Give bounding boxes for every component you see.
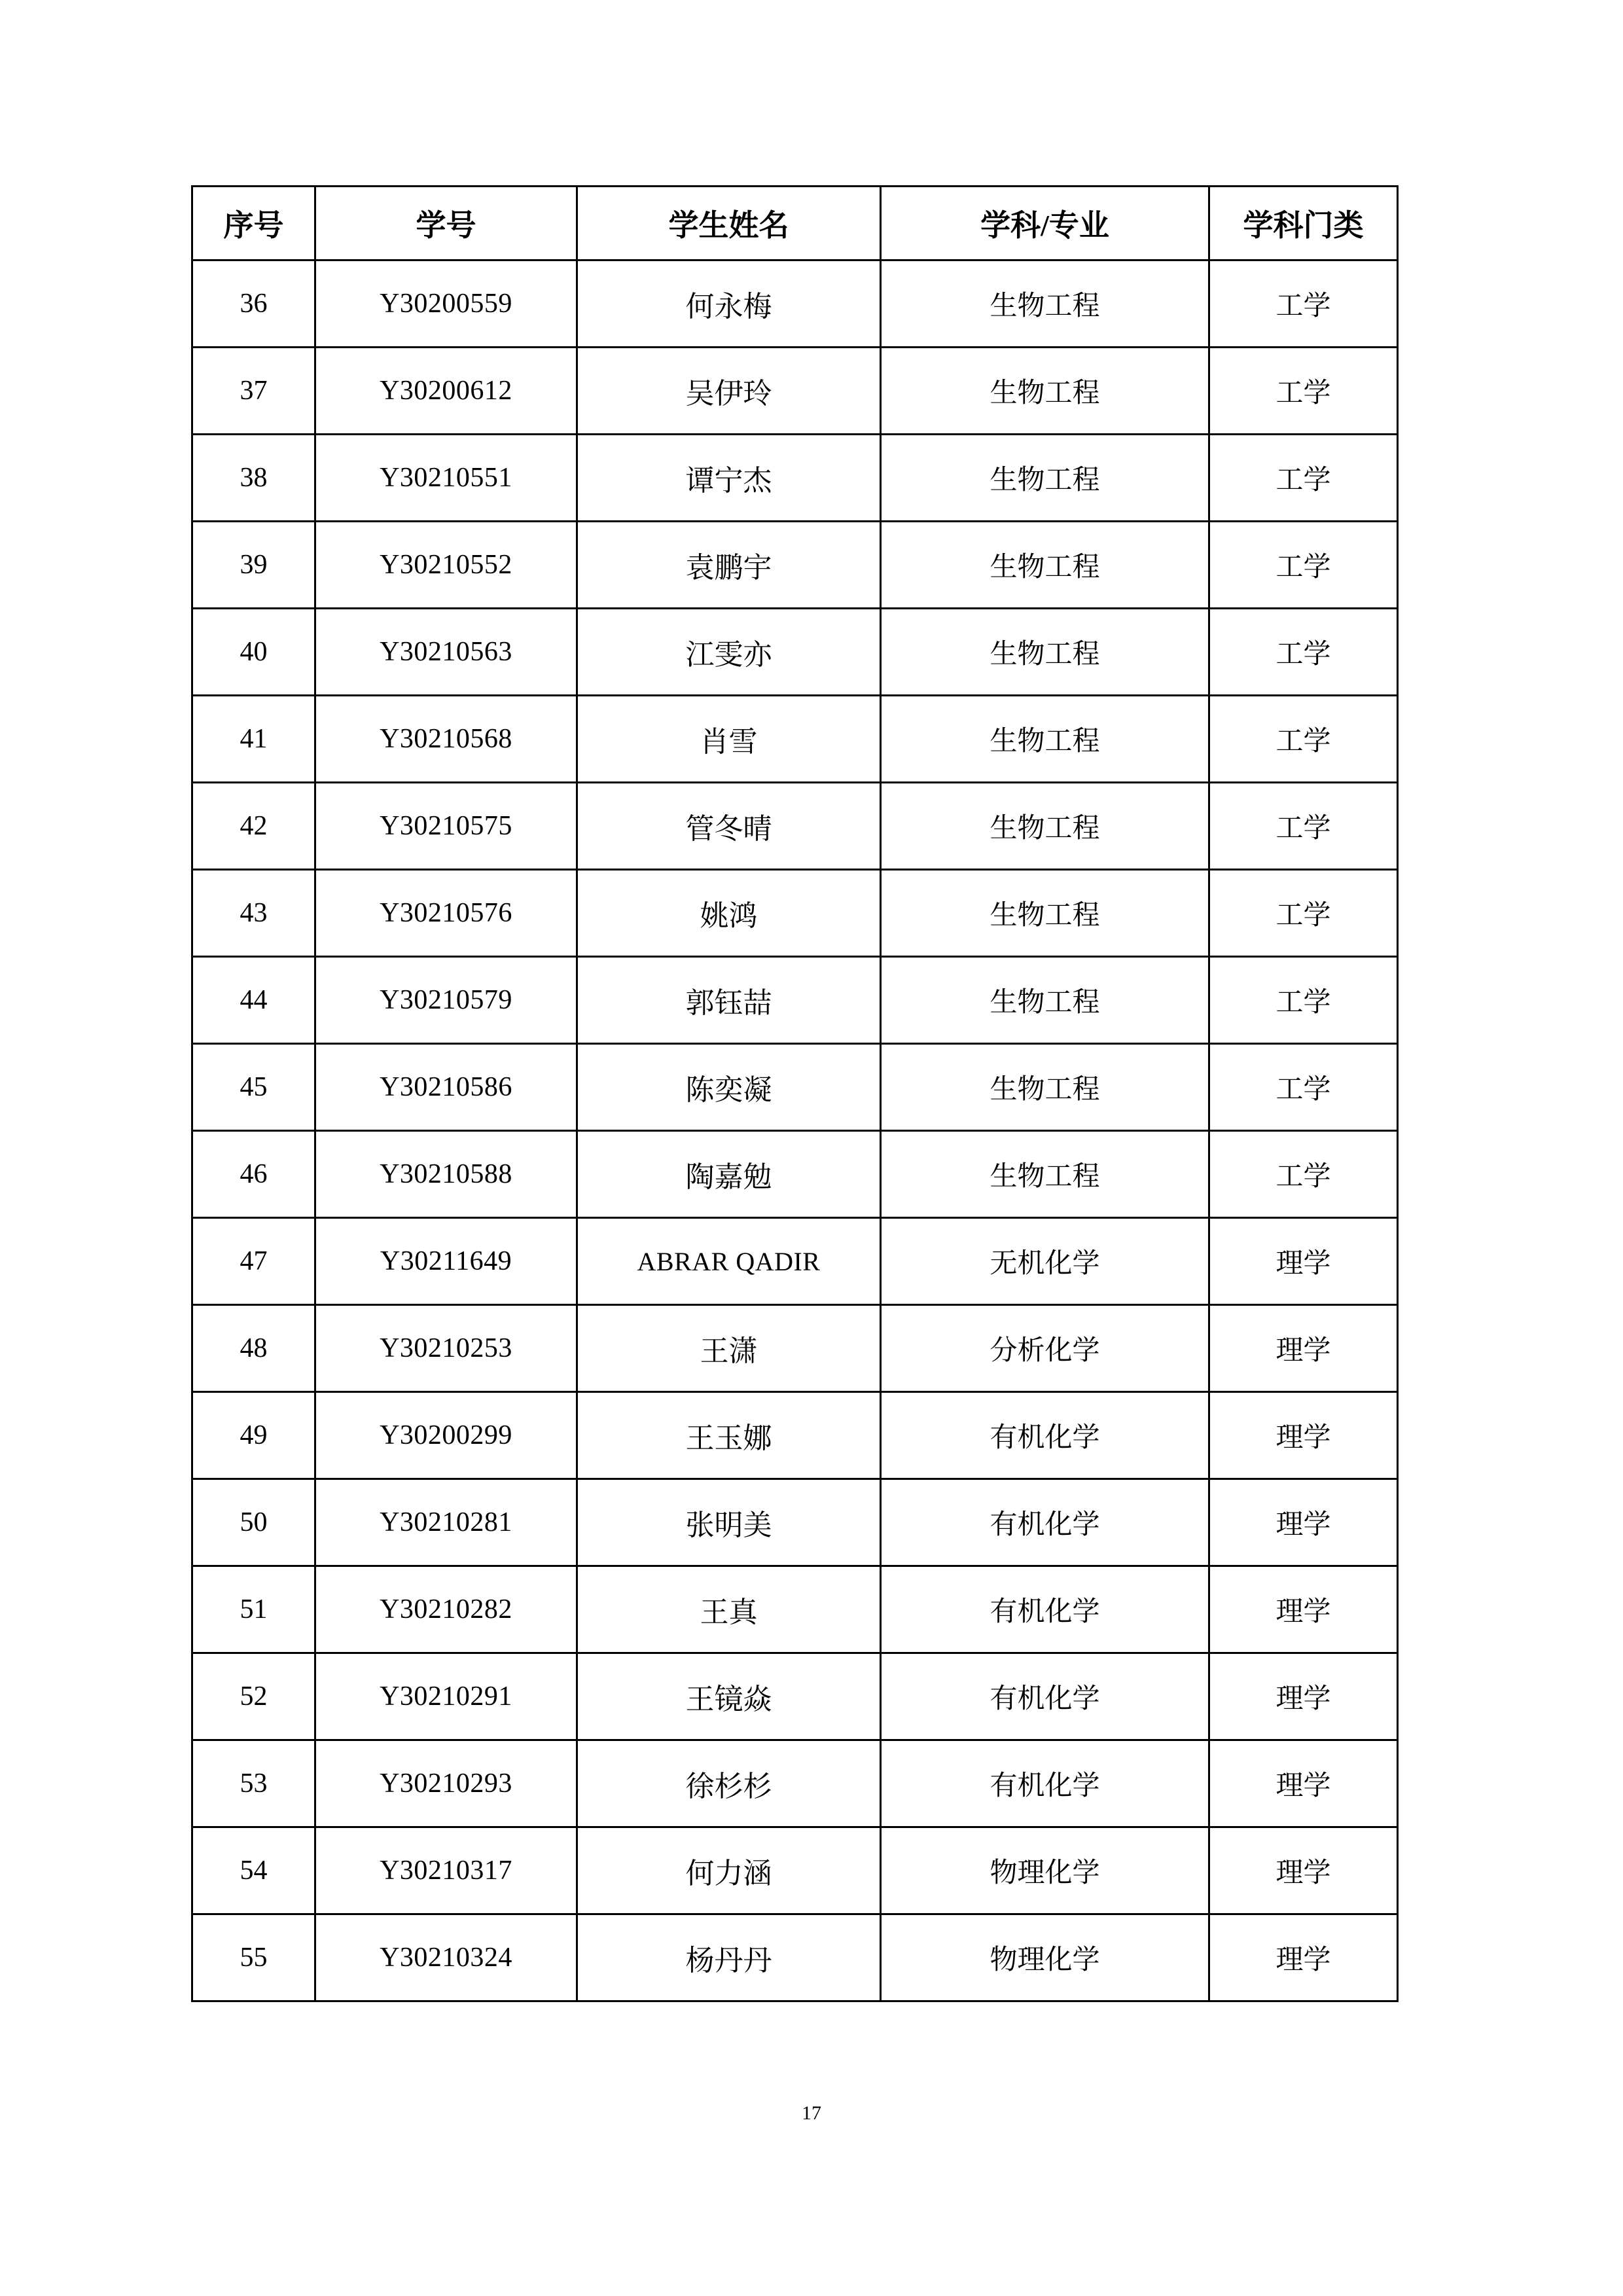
- cell-category: 理学: [1209, 1740, 1398, 1827]
- cell-student-name: 徐杉杉: [577, 1740, 881, 1827]
- cell-student-name: 杨丹丹: [577, 1914, 881, 2001]
- cell-student-name: 姚鸿: [577, 870, 881, 957]
- cell-student-name: 谭宁杰: [577, 435, 881, 522]
- cell-seq: 51: [192, 1566, 315, 1653]
- cell-seq: 47: [192, 1218, 315, 1305]
- column-header-major: 学科/专业: [881, 187, 1209, 260]
- cell-student-name: 何永梅: [577, 260, 881, 348]
- table-row: [192, 1566, 1398, 1653]
- cell-category: 工学: [1209, 1131, 1398, 1218]
- cell-seq: 37: [192, 348, 315, 435]
- cell-student-name: 肖雪: [577, 696, 881, 783]
- cell-major: 生物工程: [881, 435, 1209, 522]
- cell-student-id: Y30210579: [315, 957, 577, 1044]
- cell-student-name: 张明美: [577, 1479, 881, 1566]
- cell-student-id: Y30210586: [315, 1044, 577, 1131]
- cell-student-id: Y30210291: [315, 1653, 577, 1740]
- table-row: [192, 1044, 1398, 1131]
- cell-category: 理学: [1209, 1653, 1398, 1740]
- table-row: [192, 957, 1398, 1044]
- cell-seq: 40: [192, 609, 315, 696]
- cell-category: 理学: [1209, 1218, 1398, 1305]
- cell-major: 有机化学: [881, 1392, 1209, 1479]
- cell-major: 物理化学: [881, 1914, 1209, 2001]
- table-row: [192, 870, 1398, 957]
- table-row: [192, 1305, 1398, 1392]
- table-row: [192, 1392, 1398, 1479]
- table-header-row: [192, 187, 1398, 260]
- cell-student-id: Y30200612: [315, 348, 577, 435]
- page-number: 17: [802, 2102, 821, 2124]
- cell-major: 有机化学: [881, 1566, 1209, 1653]
- cell-student-name: 郭钰喆: [577, 957, 881, 1044]
- cell-seq: 46: [192, 1131, 315, 1218]
- table-row: [192, 609, 1398, 696]
- cell-student-id: Y30210253: [315, 1305, 577, 1392]
- cell-major: 物理化学: [881, 1827, 1209, 1914]
- student-roster-table: [191, 185, 1399, 2002]
- table-row: [192, 1653, 1398, 1740]
- cell-student-id: Y30210293: [315, 1740, 577, 1827]
- table-row: [192, 783, 1398, 870]
- cell-major: 生物工程: [881, 870, 1209, 957]
- cell-student-name: 陶嘉勉: [577, 1131, 881, 1218]
- cell-category: 工学: [1209, 1044, 1398, 1131]
- cell-seq: 39: [192, 522, 315, 609]
- cell-category: 工学: [1209, 522, 1398, 609]
- cell-seq: 55: [192, 1914, 315, 2001]
- cell-student-id: Y30210317: [315, 1827, 577, 1914]
- cell-student-name: 何力涵: [577, 1827, 881, 1914]
- cell-student-id: Y30210568: [315, 696, 577, 783]
- cell-category: 工学: [1209, 783, 1398, 870]
- cell-student-name: 王镜焱: [577, 1653, 881, 1740]
- cell-major: 生物工程: [881, 1044, 1209, 1131]
- table-row: [192, 260, 1398, 348]
- cell-major: 无机化学: [881, 1218, 1209, 1305]
- cell-seq: 52: [192, 1653, 315, 1740]
- cell-category: 理学: [1209, 1392, 1398, 1479]
- cell-major: 有机化学: [881, 1479, 1209, 1566]
- cell-category: 理学: [1209, 1305, 1398, 1392]
- cell-seq: 49: [192, 1392, 315, 1479]
- cell-major: 生物工程: [881, 957, 1209, 1044]
- cell-student-name: 王潇: [577, 1305, 881, 1392]
- cell-major: 生物工程: [881, 783, 1209, 870]
- cell-major: 生物工程: [881, 696, 1209, 783]
- cell-category: 工学: [1209, 696, 1398, 783]
- table-header: [192, 187, 1398, 260]
- table-row: [192, 1827, 1398, 1914]
- cell-seq: 54: [192, 1827, 315, 1914]
- cell-student-name: 袁鹏宇: [577, 522, 881, 609]
- cell-student-name: 王真: [577, 1566, 881, 1653]
- cell-major: 生物工程: [881, 522, 1209, 609]
- cell-student-id: Y30200299: [315, 1392, 577, 1479]
- cell-seq: 38: [192, 435, 315, 522]
- column-header-student-name: 学生姓名: [577, 187, 881, 260]
- cell-student-id: Y30210563: [315, 609, 577, 696]
- table-row: [192, 522, 1398, 609]
- cell-seq: 48: [192, 1305, 315, 1392]
- cell-student-id: Y30210552: [315, 522, 577, 609]
- table-row: [192, 696, 1398, 783]
- cell-major: 生物工程: [881, 609, 1209, 696]
- column-header-category: 学科门类: [1209, 187, 1398, 260]
- cell-seq: 44: [192, 957, 315, 1044]
- table-row: [192, 1479, 1398, 1566]
- cell-student-name: 陈奕凝: [577, 1044, 881, 1131]
- cell-student-id: Y30200559: [315, 260, 577, 348]
- cell-student-name: 吴伊玲: [577, 348, 881, 435]
- cell-student-id: Y30210324: [315, 1914, 577, 2001]
- cell-major: 有机化学: [881, 1740, 1209, 1827]
- cell-category: 工学: [1209, 957, 1398, 1044]
- cell-seq: 41: [192, 696, 315, 783]
- cell-student-id: Y30210281: [315, 1479, 577, 1566]
- table-body: [192, 260, 1398, 2001]
- cell-major: 生物工程: [881, 348, 1209, 435]
- cell-student-id: Y30210575: [315, 783, 577, 870]
- table-row: [192, 435, 1398, 522]
- table-row: [192, 1740, 1398, 1827]
- cell-category: 理学: [1209, 1479, 1398, 1566]
- cell-seq: 36: [192, 260, 315, 348]
- cell-seq: 53: [192, 1740, 315, 1827]
- column-header-student-id: 学号: [315, 187, 577, 260]
- cell-student-name: ABRAR QADIR: [577, 1218, 881, 1305]
- cell-major: 生物工程: [881, 1131, 1209, 1218]
- cell-major: 有机化学: [881, 1653, 1209, 1740]
- cell-category: 工学: [1209, 348, 1398, 435]
- cell-student-name: 管冬晴: [577, 783, 881, 870]
- cell-student-id: Y30210588: [315, 1131, 577, 1218]
- cell-seq: 42: [192, 783, 315, 870]
- cell-category: 工学: [1209, 260, 1398, 348]
- column-header-seq: 序号: [192, 187, 315, 260]
- table-row: [192, 1218, 1398, 1305]
- cell-seq: 43: [192, 870, 315, 957]
- cell-major: 分析化学: [881, 1305, 1209, 1392]
- table-row: [192, 348, 1398, 435]
- cell-student-id: Y30210551: [315, 435, 577, 522]
- cell-student-id: Y30210282: [315, 1566, 577, 1653]
- cell-category: 工学: [1209, 435, 1398, 522]
- table-row: [192, 1914, 1398, 2001]
- cell-student-id: Y30210576: [315, 870, 577, 957]
- cell-category: 理学: [1209, 1566, 1398, 1653]
- cell-student-name: 江雯亦: [577, 609, 881, 696]
- cell-category: 理学: [1209, 1914, 1398, 2001]
- cell-student-id: Y30211649: [315, 1218, 577, 1305]
- cell-category: 理学: [1209, 1827, 1398, 1914]
- student-roster-table-wrapper: [191, 185, 1397, 2002]
- cell-category: 工学: [1209, 870, 1398, 957]
- cell-major: 生物工程: [881, 260, 1209, 348]
- cell-seq: 50: [192, 1479, 315, 1566]
- table-row: [192, 1131, 1398, 1218]
- cell-student-name: 王玉娜: [577, 1392, 881, 1479]
- cell-seq: 45: [192, 1044, 315, 1131]
- cell-category: 工学: [1209, 609, 1398, 696]
